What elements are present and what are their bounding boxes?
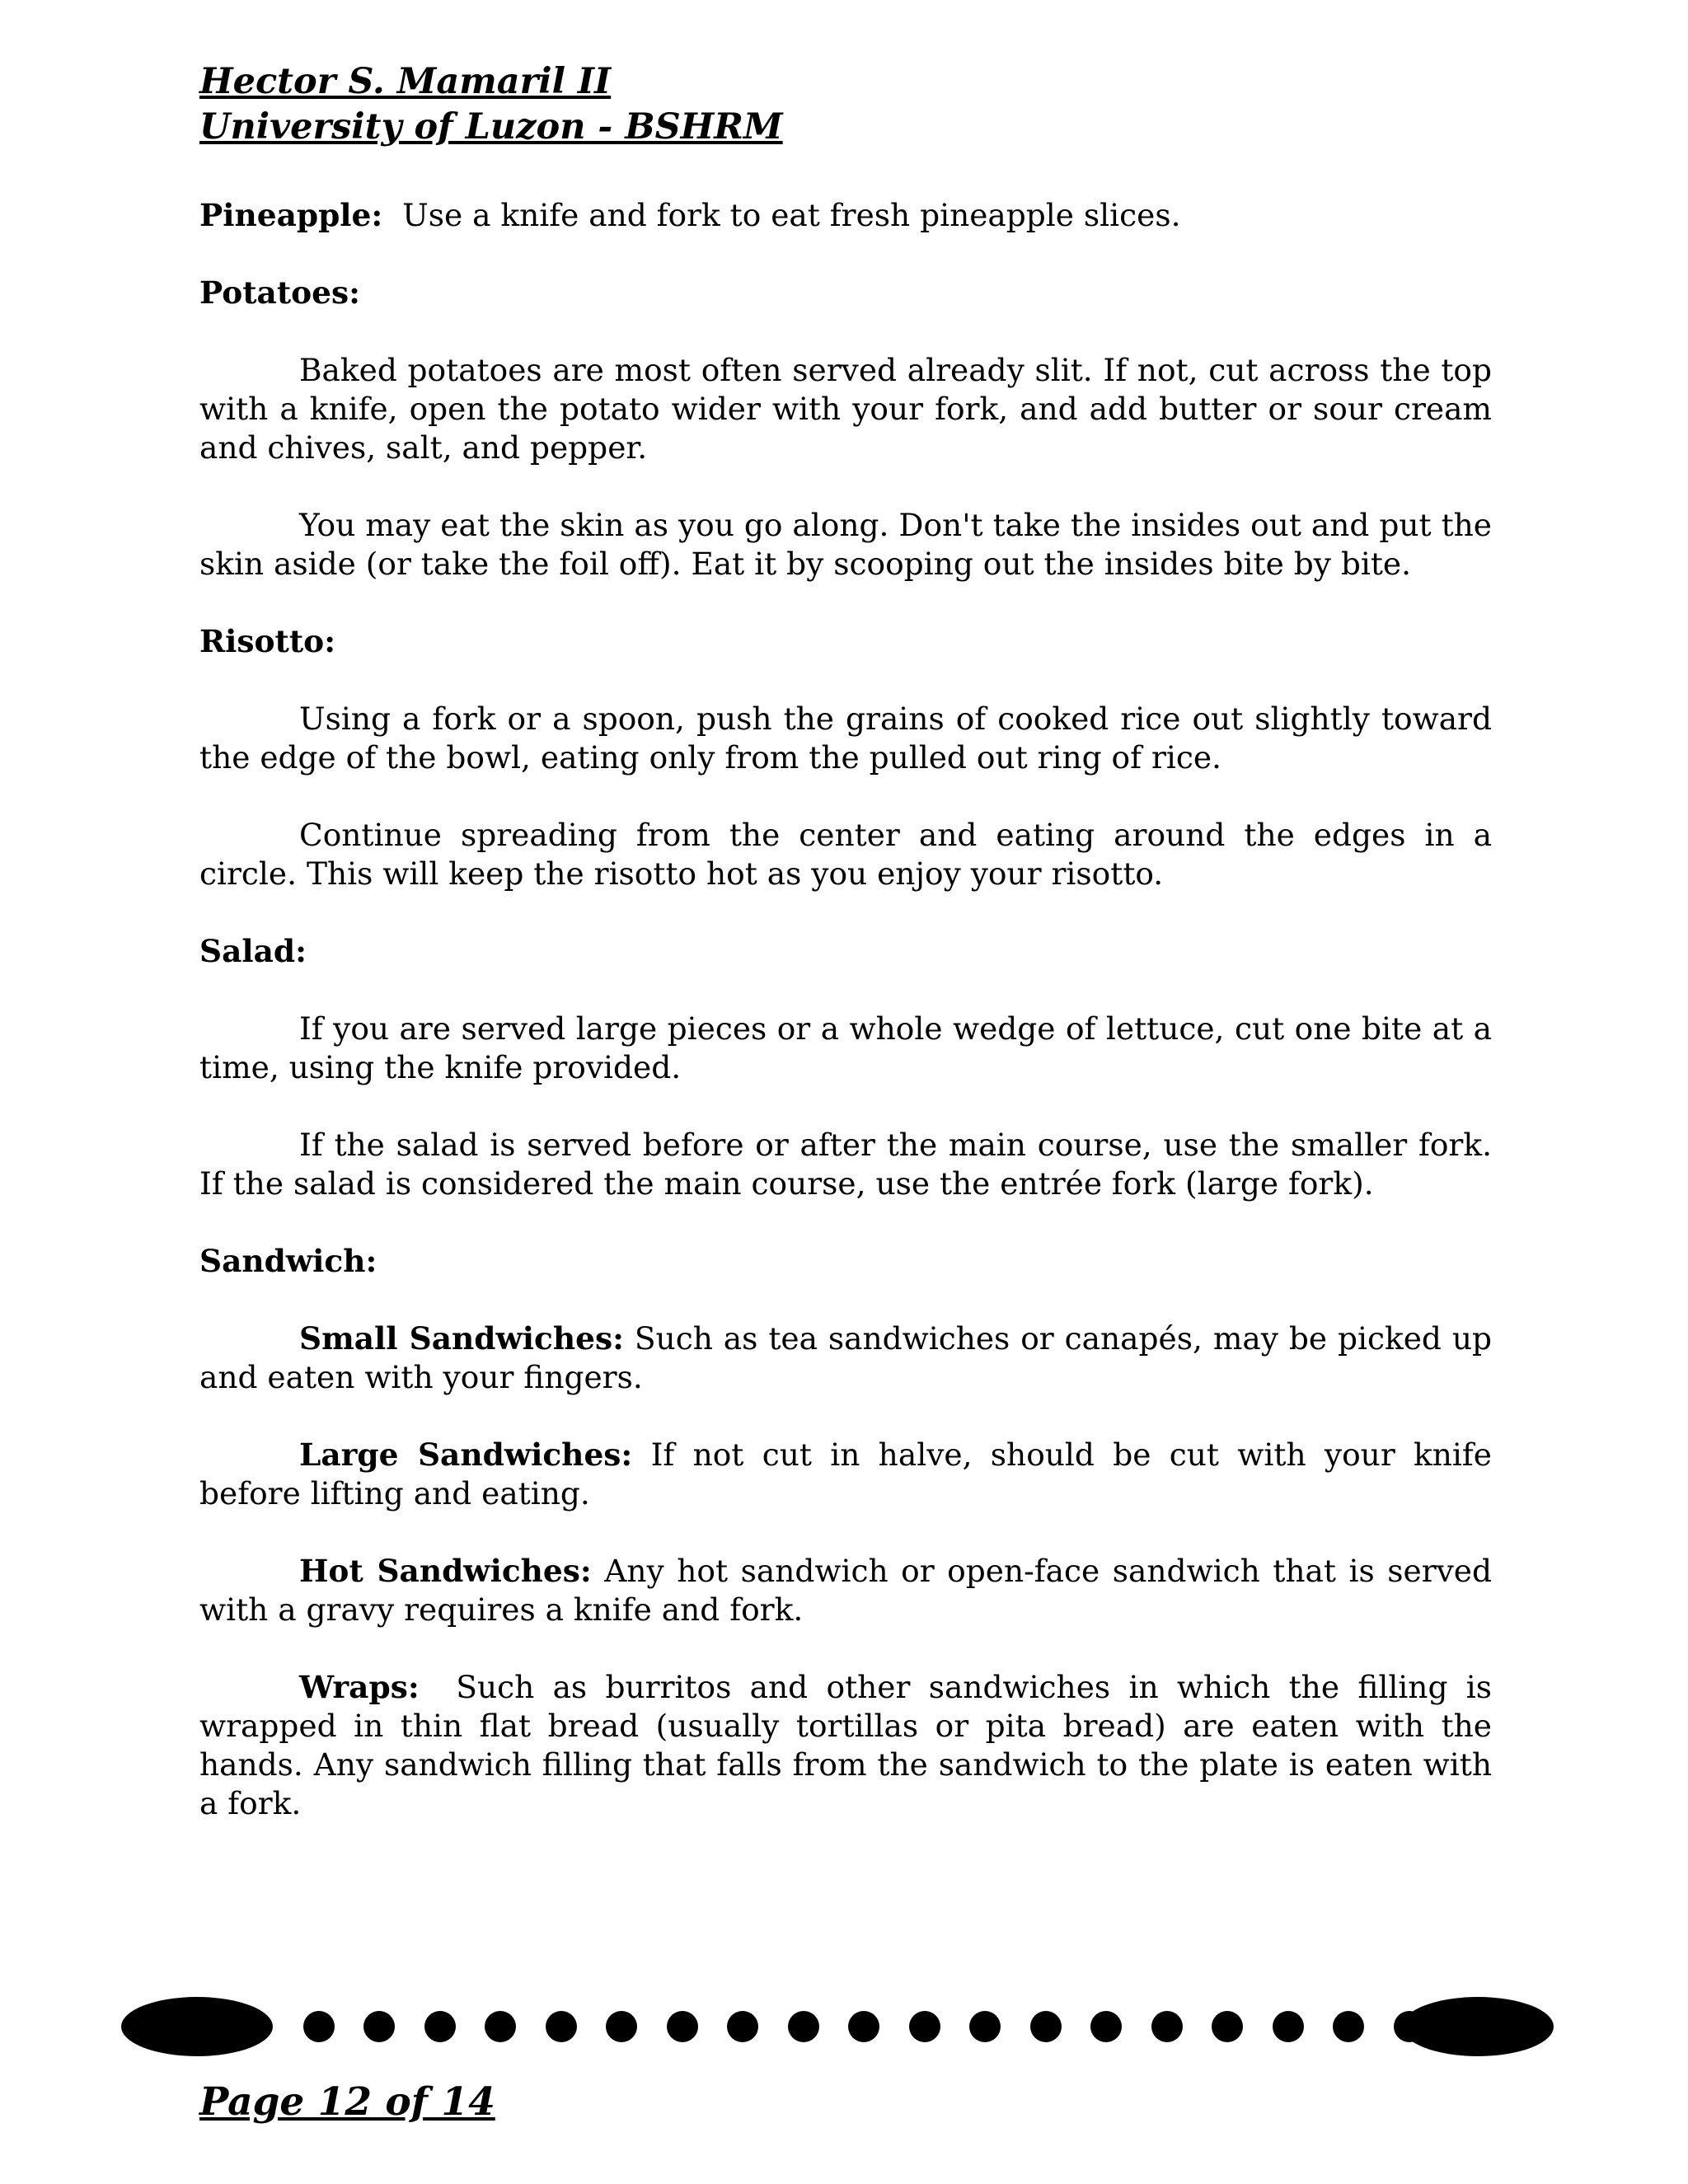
document-header [199, 59, 783, 150]
potatoes-paragraph-2: You may eat the skin as you go along. Don't take the insides out and put the skin aside (or take the foil off). Eat it by scooping out the insides bite by bite. [199, 507, 1492, 582]
large-sandwiches-paragraph [199, 1436, 1492, 1513]
sandwich-heading: Sandwich: [199, 1243, 377, 1279]
risotto-paragraph-2: Continue spreading from the center and eating around the edges in a circle. This will keep the risotto hot as you enjoy your risotto. [199, 817, 1492, 892]
page-number: Page 12 of 14 [199, 2079, 495, 2125]
large-sandwiches-text: If not cut in halve, should be cut with your knife before lifting and eating. [199, 1436, 1492, 1511]
divider-dot [667, 2011, 698, 2042]
large-sandwiches-label: Large Sandwiches: [299, 1436, 633, 1473]
potatoes-paragraph-1: Baked potatoes are most often served already slit. If not, cut across the top with a knife, open the potato wider with your fork, and add butter or sour cream and chives, salt, and pepper. [199, 352, 1492, 466]
right-oval-ornament [1402, 1997, 1554, 2056]
potatoes-heading: Potatoes: [199, 274, 360, 311]
small-sandwiches-text: Such as tea sandwiches or canapés, may be picked up and eaten with your fingers. [199, 1320, 1492, 1395]
author-name: Hector S. Mamaril II [199, 61, 612, 102]
divider-dot [909, 2011, 940, 2042]
decorative-dot-divider [121, 1991, 1560, 2062]
divider-dot [546, 2011, 577, 2042]
hot-sandwiches-paragraph [199, 1552, 1492, 1629]
divider-dot [424, 2011, 456, 2042]
left-oval-ornament [121, 1997, 273, 2056]
salad-heading: Salad: [199, 933, 307, 969]
divider-dot [788, 2011, 819, 2042]
divider-dot [1273, 2011, 1304, 2042]
pineapple-text: Use a knife and fork to eat fresh pineapple slices. [402, 197, 1181, 233]
divider-dot [1090, 2011, 1122, 2042]
risotto-heading: Risotto: [199, 623, 336, 659]
divider-dot [303, 2011, 335, 2042]
divider-dot [1030, 2011, 1062, 2042]
wraps-label: Wraps: [299, 1669, 420, 1705]
divider-dot [485, 2011, 516, 2042]
salad-paragraph-1: If you are served large pieces or a whole wedge of lettuce, cut one bite at a time, using the knife provided. [199, 1010, 1492, 1085]
pineapple-heading: Pineapple: [199, 197, 383, 233]
divider-dot [969, 2011, 1001, 2042]
hot-sandwiches-label: Hot Sandwiches: [299, 1553, 592, 1589]
small-sandwiches-label: Small Sandwiches: [299, 1320, 624, 1357]
divider-dot [1333, 2011, 1364, 2042]
divider-dot [606, 2011, 637, 2042]
risotto-paragraph-1: Using a fork or a spoon, push the grains of cooked rice out slightly toward the edge of the bowl, eating only from the pulled out ring of rice. [199, 701, 1492, 776]
hot-sandwiches-text: Any hot sandwich or open-face sandwich that is served with a gravy requires a knife and fork. [199, 1553, 1493, 1628]
small-sandwiches-paragraph [199, 1319, 1492, 1397]
wraps-text: Such as burritos and other sandwiches in which the filling is wrapped in thin flat bread (usually tortillas or pita bread) are eaten with the hands. Any sandwich filling that falls from the sandwich to the plate is eaten with a fork. [199, 1669, 1493, 1821]
dot-row [303, 2011, 1425, 2042]
divider-dot [1212, 2011, 1243, 2042]
document-body [199, 196, 1492, 1823]
divider-dot [848, 2011, 879, 2042]
divider-dot [1151, 2011, 1183, 2042]
salad-paragraph-2: If the salad is served before or after the main course, use the smaller fork. If the salad is considered the main course, use the entrée fork (large fork). [199, 1127, 1492, 1202]
divider-dot [727, 2011, 758, 2042]
institution-name: University of Luzon - BSHRM [199, 106, 783, 148]
divider-dot [363, 2011, 395, 2042]
wraps-paragraph [199, 1668, 1492, 1823]
pineapple-line [199, 196, 1492, 235]
